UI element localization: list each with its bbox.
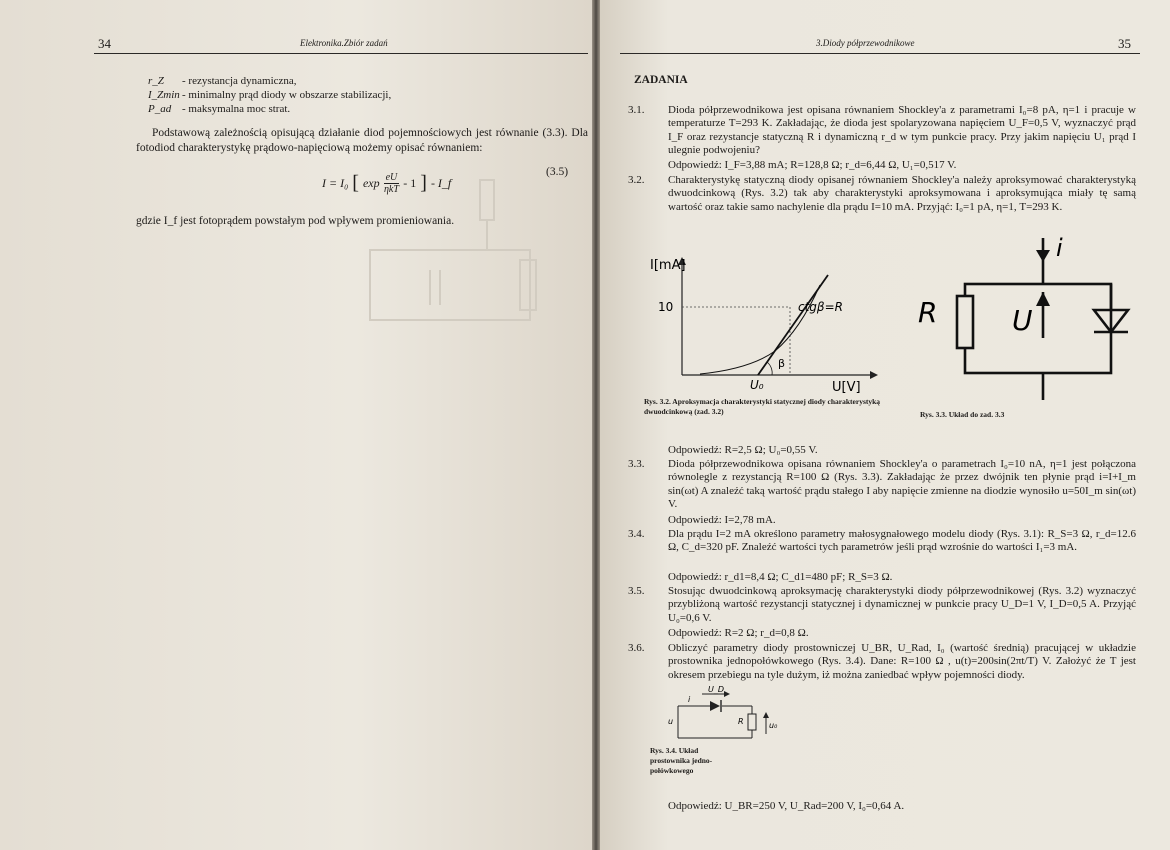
header-rule-left — [94, 53, 588, 54]
bracket-open: [ — [352, 172, 359, 194]
equation-lhs: I = I₀ — [322, 176, 349, 190]
page-number-right: 35 — [1118, 36, 1131, 51]
equation-number: (3.5) — [546, 166, 569, 178]
u-label: u — [668, 717, 674, 726]
symbol-row — [148, 74, 391, 88]
task-number: 3.5. — [628, 585, 645, 597]
task-number: 3.1. — [628, 104, 645, 116]
task-text: Stosując dwuodcinkową aproksymację charakterystyki diody półprzewodnikowej (Rys. 3.2) wyznaczyć przybliżoną wartość rezystancji statycznej i dynamicznej w punkcie pracy U_D=1 V, I_D=0,5 A. Przyjąć U₀=0,6 V. — [668, 585, 1136, 624]
symbol-row — [148, 102, 391, 116]
task-number: 3.4. — [628, 528, 645, 540]
equation-tail: - 1 — [403, 176, 417, 190]
task-number: 3.6. — [628, 642, 645, 654]
i-label: i — [688, 695, 691, 704]
figure-3-4-caption: Rys. 3.4. Układ prostownika jedno-połówkowego — [650, 746, 713, 775]
symbol-list — [148, 74, 391, 116]
answer-3-3: Odpowiedź: I=2,78 mA. — [668, 514, 776, 526]
figure-3-4-circuit — [666, 686, 776, 744]
voltage-u-label: U — [1012, 304, 1033, 337]
fraction-numerator: eU — [385, 172, 398, 183]
symbol: P_ad — [148, 103, 172, 115]
task-text: Obliczyć parametry diody prostowniczej U_BR, U_Rad, I₀ (wartość średnią) pracującej w układzie prostownika jednopołówkowego (Rys. 3.4). Dane: R=100 Ω , u(t)=200sin(2πt/T) V. Założyć że T jest okresem przebiegu na tyle dużym, iż można zaniedbać wpływ pojemności diody. — [668, 642, 1136, 681]
bracket-close: ] — [420, 172, 427, 194]
task-text: Dioda półprzewodnikowa jest opisana równaniem Shockley'a z parametrami I₀=8 pA, η=1 i pracuje w temperaturze T=293 K. Zakładając, że dioda jest spolaryzowana napięciem U_F=0,5 V, wyznaczyć prąd I_F oraz rezystancje statyczną R i dynamiczną r_d w tym punkcie pracy. Przy jakim napięciu U₁ prąd I ulegnie podwojeniu? — [668, 104, 1136, 156]
beta-label: β — [778, 357, 786, 370]
task-text: Charakterystykę statyczną diody opisanej równaniem Shockley'a należy aproksymować charakterystyką dwuodcinkową (Rys. 3.2) tak aby charakterystyki aproksymowana i aproksymująca miały tę samą wartość oraz takie samo nachylenie dla prądu I=10 mA. Przyjąć: I₀=1 pA, η=1, T=293 K. — [668, 174, 1136, 213]
intro-paragraph: Podstawową zależnością opisującą działanie diod pojemnościowych jest równanie (3.3). Dla fotodiod charakterystykę prądowo-napięciową możemy opisać równaniem: — [136, 127, 588, 154]
symbol: r_Z — [148, 75, 164, 87]
symbol-desc: - rezystancja dynamiczna, — [182, 75, 297, 87]
answer-3-1: Odpowiedź: I_F=3,88 mA; R=128,8 Ω; r_d=6,44 Ω, U₁=0,517 V. — [668, 159, 957, 171]
y-axis-label: I[mA] — [650, 258, 686, 273]
answer-3-4: Odpowiedź: r_d1=8,4 Ω; C_d1=480 pF; R_S=3 Ω. — [668, 571, 893, 583]
book-gutter — [592, 0, 600, 850]
equation-rhs: - I_f — [430, 176, 452, 190]
task-number: 3.2. — [628, 174, 645, 186]
symbol-desc: - maksymalna moc strat. — [182, 103, 291, 115]
uo-label: u₀ — [769, 721, 778, 730]
ghost-circuit — [340, 160, 580, 360]
x-axis-label: U[V] — [832, 380, 861, 395]
slope-label: ctgβ=R — [798, 300, 843, 314]
running-head-left: Elektronika.Zbiór zadań — [300, 38, 388, 48]
r-label: R — [738, 717, 744, 726]
symbol: I_Zmin — [148, 89, 180, 101]
figure-3-3-caption: Rys. 3.3. Układ do zad. 3.3 — [920, 410, 1005, 419]
task-number: 3.3. — [628, 458, 645, 470]
task-3-2 — [628, 174, 1136, 214]
task-3-5 — [628, 585, 1136, 625]
equation-exp: exp — [362, 176, 380, 190]
fraction-denominator: ηkT — [383, 184, 399, 195]
task-3-1 — [628, 104, 1136, 157]
u0-label: U₀ — [750, 378, 764, 392]
section-title: ZADANIA — [634, 74, 688, 86]
page-number-left: 34 — [98, 36, 111, 51]
task-text: Dla prądu I=2 mA określono parametry małosygnałowego modelu diody (Rys. 3.1): R_S=3 Ω, r_d=12.6 Ω, C_d=320 pF. Znaleźć wartości tych parametrów jeśli prąd wzrośnie do wartości I₁=3 mA. — [668, 528, 1136, 554]
task-3-4 — [628, 528, 1136, 555]
task-3-3 — [628, 458, 1136, 511]
right-page — [600, 0, 1170, 850]
figure-3-2-caption: Rys. 3.2. Aproksymacja charakterystyki statycznej diody charakterystyką dwuodcinkową (zad. 3.2) — [644, 397, 881, 416]
task-3-6 — [628, 642, 1136, 682]
figure-3-3-circuit — [900, 228, 1140, 408]
symbol-desc: - minimalny prąd diody w obszarze stabilizacji, — [182, 89, 392, 101]
current-i-label: i — [1056, 234, 1063, 262]
answer-3-6: Odpowiedź: U_BR=250 V, U_Rad=200 V, I₀=0,64 A. — [668, 800, 905, 812]
ud-label: U_D — [708, 685, 725, 694]
after-equation-text: gdzie I_f jest fotoprądem powstałym pod wpływem promieniowania. — [136, 215, 455, 227]
tick-10: 10 — [658, 300, 674, 314]
header-rule-right — [620, 53, 1140, 54]
answer-3-2: Odpowiedź: R=2,5 Ω; U₀=0,55 V. — [668, 444, 818, 456]
figure-3-2-chart — [640, 255, 880, 395]
running-head-right: 3.Diody półprzewodnikowe — [816, 38, 915, 48]
task-text: Dioda półprzewodnikowa opisana równaniem Shockley'a o parametrach I₀=10 nA, η=1 jest połączona równolegle z rezystancją R=100 Ω (Rys. 3.3). Zakładając że przez dwójnik ten płynie prąd i=I+I_m sin(ωt) A znaleźć taką wartość prądu stałego I aby napięcie zmienne na diodzie wynosiło u=50I_m sin(ωt) V. — [668, 458, 1136, 510]
answer-3-5: Odpowiedź: R=2 Ω; r_d=0,8 Ω. — [668, 627, 809, 639]
symbol-row — [148, 88, 391, 102]
resistor-label: R — [918, 296, 938, 329]
